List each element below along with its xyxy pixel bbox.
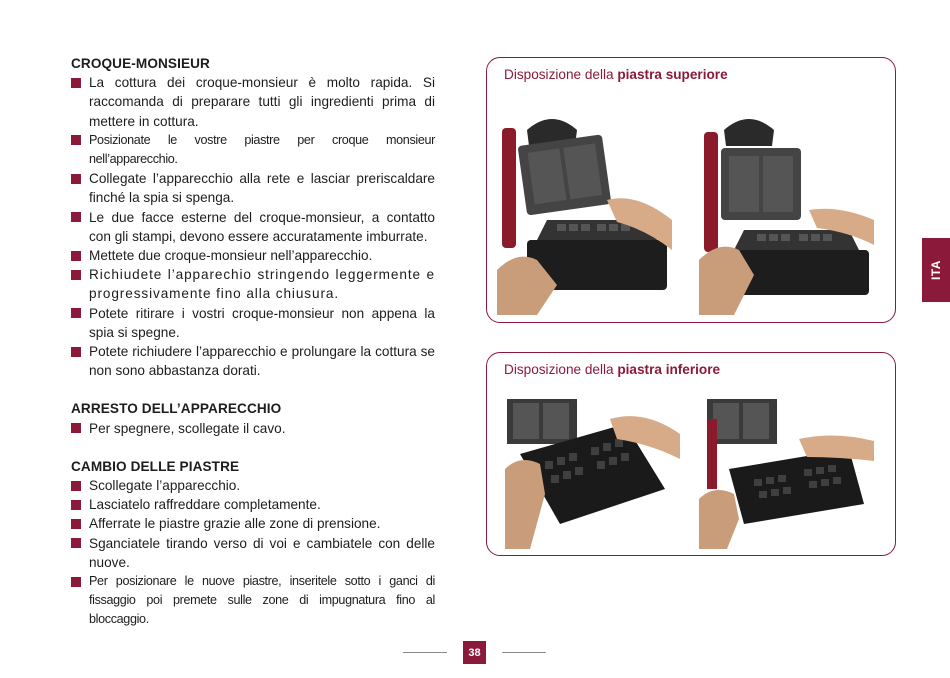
list-item: Collegate l’apparecchio alla rete e lasciar preriscaldare finché la spia si spenga.	[71, 169, 435, 207]
footer-rule-right	[502, 652, 546, 653]
list-item: Le due facce esterne del croque-monsieur, a contatto con gli stampi, devono essere accuratamente imburrate.	[71, 208, 435, 246]
caption-bold: piastra superiore	[617, 67, 728, 82]
list-item: Sganciatele tirando verso di voi e cambiatele con delle nuove.	[71, 534, 435, 572]
panel-caption	[504, 362, 720, 377]
list-item: La cottura dei croque-monsieur è molto rapida. Si raccomanda di preparare tutti gli ingredienti prima di mettere in cottura.	[71, 73, 435, 131]
caption-prefix: Disposizione della	[504, 67, 618, 82]
bullet-list	[71, 419, 435, 438]
panel-piastra-superiore	[486, 57, 896, 323]
section-title: ARRESTO DELL’APPARECCHIO	[71, 401, 282, 417]
list-item: Mettete due croque-monsieur nell’apparecchio.	[71, 246, 435, 265]
section-title: CROQUE-MONSIEUR	[71, 56, 210, 71]
section-croque-monsieur	[71, 54, 435, 380]
panel-piastra-inferiore	[486, 352, 896, 556]
bullet-list	[71, 73, 435, 380]
list-item: Per spegnere, scollegate il cavo.	[71, 419, 435, 438]
footer-rule-left	[403, 652, 447, 653]
text-column	[71, 54, 435, 649]
language-tab-label: ITA	[929, 260, 943, 280]
list-item: Potete ritirare i vostri croque-monsieur non appena la spia si spegne.	[71, 304, 435, 342]
photo-upper-plate-placement-1	[497, 110, 672, 315]
list-item: Afferrate le piastre grazie alle zone di prensione.	[71, 514, 435, 533]
caption-prefix: Disposizione della	[504, 362, 618, 377]
list-item: Lasciatelo raffreddare completamente.	[71, 495, 435, 514]
section-arresto	[71, 399, 435, 437]
bullet-list	[71, 476, 435, 630]
page-number: 38	[463, 641, 486, 664]
list-item: Posizionate le vostre piastre per croque monsieur nell’apparecchio.	[71, 131, 435, 169]
photo-lower-plate-placement-1	[505, 399, 680, 549]
caption-bold: piastra inferiore	[617, 362, 721, 377]
photo-upper-plate-placement-2	[699, 110, 874, 315]
section-title: CAMBIO DELLE PIASTRE	[71, 458, 240, 474]
list-item: Scollegate l’apparecchio.	[71, 476, 435, 495]
section-cambio-piastre	[71, 457, 435, 630]
list-item: Potete richiudere l’apparecchio e prolungare la cottura se non sono abbastanza dorati.	[71, 342, 435, 380]
list-item: Per posizionare le nuove piastre, inseritele sotto i ganci di fissaggio poi premete sulle zone di impugnatura fino al bloccaggio.	[71, 572, 435, 630]
language-tab	[922, 238, 950, 302]
list-item: Richiudete l’apparechio stringendo leggermente e progressivamente fino alla chiusura.	[71, 265, 435, 303]
panel-caption	[504, 67, 728, 82]
photo-lower-plate-placement-2	[699, 399, 874, 549]
